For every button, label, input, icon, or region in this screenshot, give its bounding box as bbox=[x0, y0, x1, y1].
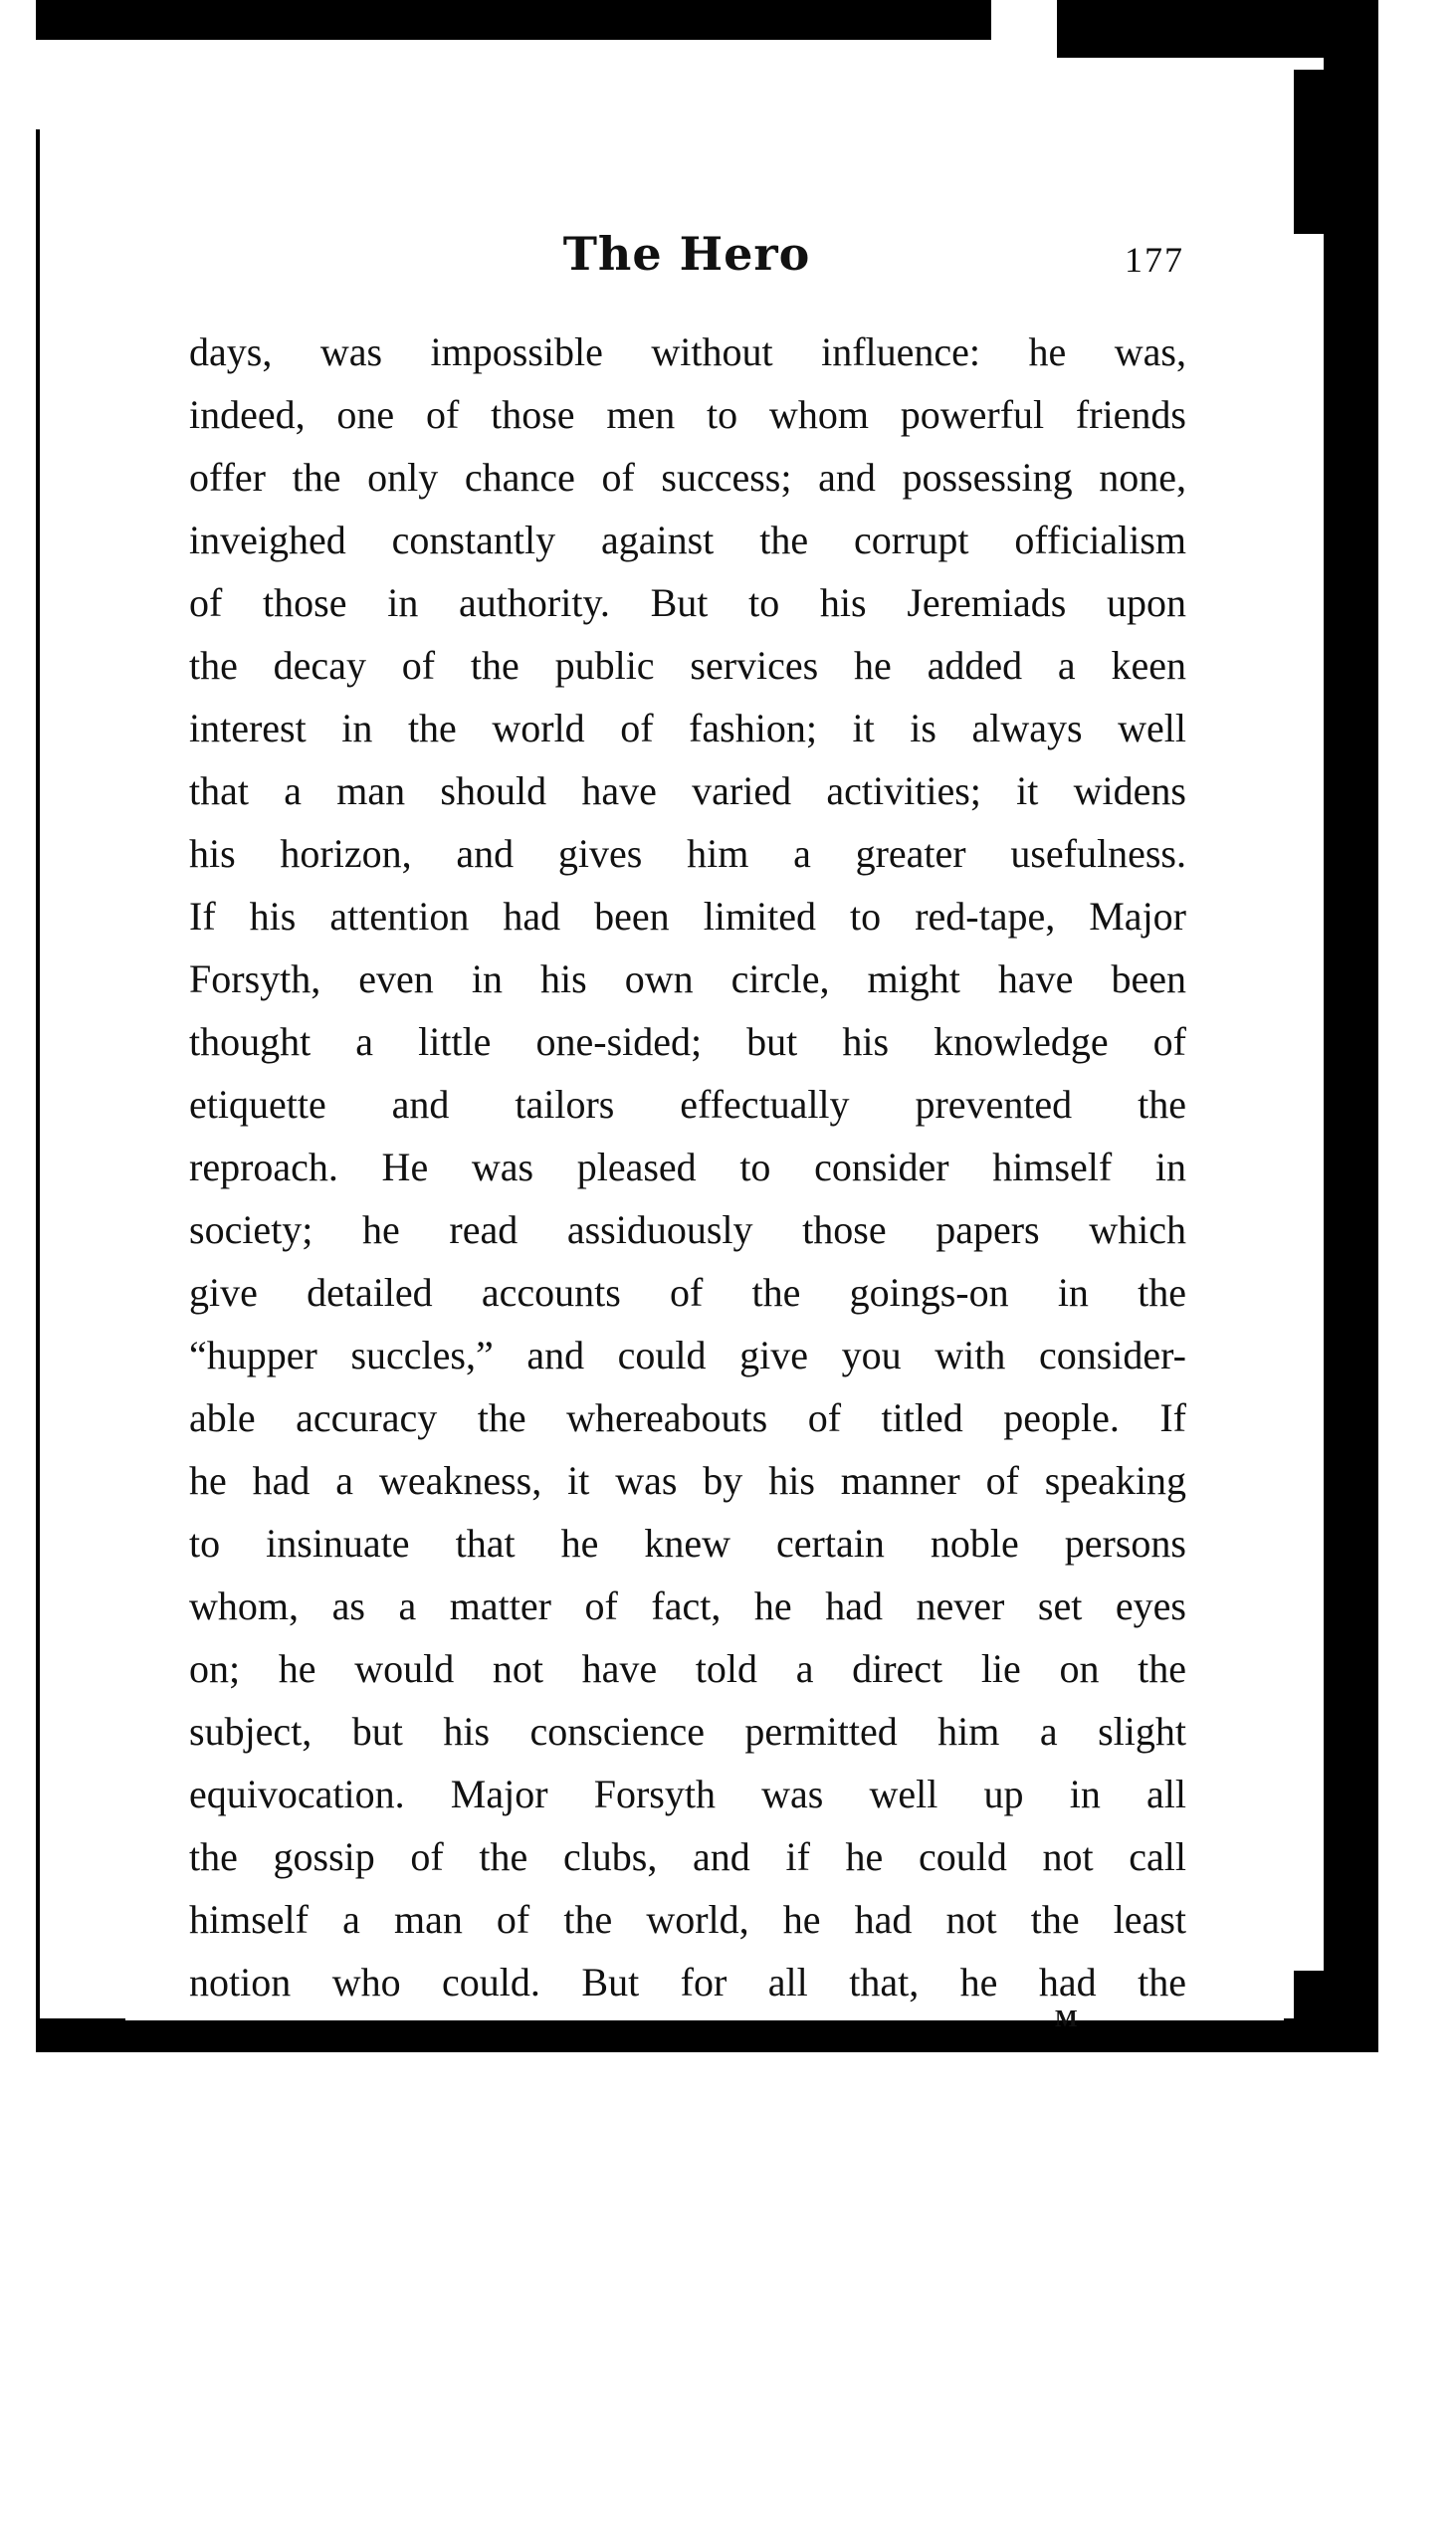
text-line: thought a little one-sided; but his knowledge of bbox=[189, 1019, 1186, 1064]
text-line: Forsyth, even in his own circle, might have been bbox=[189, 956, 1186, 1001]
text-line: notion who could. But for all that, he had the bbox=[189, 1960, 1186, 2004]
scan-border-right bbox=[1324, 50, 1378, 2040]
text-line: society; he read assiduously those papers which bbox=[189, 1207, 1186, 1252]
text-line: days, was impossible without influence: he was, bbox=[189, 329, 1186, 374]
text-line: etiquette and tailors effectually prevented the bbox=[189, 1082, 1186, 1127]
text-line: give detailed accounts of the goings-on in the bbox=[189, 1270, 1186, 1315]
body-text bbox=[189, 320, 1186, 2013]
text-line: to insinuate that he knew certain noble persons bbox=[189, 1521, 1186, 1566]
text-line: indeed, one of those men to whom powerful friends bbox=[189, 392, 1186, 437]
text-line: able accuracy the whereabouts of titled people. If bbox=[189, 1395, 1186, 1440]
signature-mark: M bbox=[1055, 2006, 1078, 2032]
text-line: the decay of the public services he added a keen bbox=[189, 643, 1186, 688]
text-line: that a man should have varied activities; it widens bbox=[189, 768, 1186, 813]
scan-border-bottom-right bbox=[1284, 1971, 1378, 2030]
text-line: If his attention had been limited to red-tape, Major bbox=[189, 894, 1186, 939]
scan-border-top-notch bbox=[1057, 0, 1077, 62]
text-line: equivocation. Major Forsyth was well up in all bbox=[189, 1772, 1186, 1816]
running-head bbox=[189, 227, 1184, 297]
text-line: his horizon, and gives him a greater usefulness. bbox=[189, 831, 1186, 876]
text-line: interest in the world of fashion; it is always well bbox=[189, 706, 1186, 750]
text-line: subject, but his conscience permitted him a slight bbox=[189, 1709, 1186, 1754]
text-line: inveighed constantly against the corrupt officialism bbox=[189, 518, 1186, 562]
text-line: on; he would not have told a direct lie on the bbox=[189, 1646, 1186, 1691]
text-line: offer the only chance of success; and possessing none, bbox=[189, 455, 1186, 500]
text-line: he had a weakness, it was by his manner of speaking bbox=[189, 1458, 1186, 1503]
scan-border-top-left bbox=[36, 0, 991, 40]
text-line: “hupper succles,” and could give you with consider- bbox=[189, 1333, 1186, 1377]
text-line: himself a man of the world, he had not the least bbox=[189, 1897, 1186, 1942]
page-number: 177 bbox=[1125, 240, 1184, 280]
scan-border-bottom bbox=[36, 2020, 1378, 2052]
text-line: whom, as a matter of fact, he had never set eyes bbox=[189, 1583, 1186, 1628]
text-line: of those in authority. But to his Jeremiads upon bbox=[189, 580, 1186, 625]
text-line: reproach. He was pleased to consider himself in bbox=[189, 1145, 1186, 1189]
text-line: the gossip of the clubs, and if he could not call bbox=[189, 1834, 1186, 1879]
running-title: The Hero bbox=[562, 227, 811, 281]
